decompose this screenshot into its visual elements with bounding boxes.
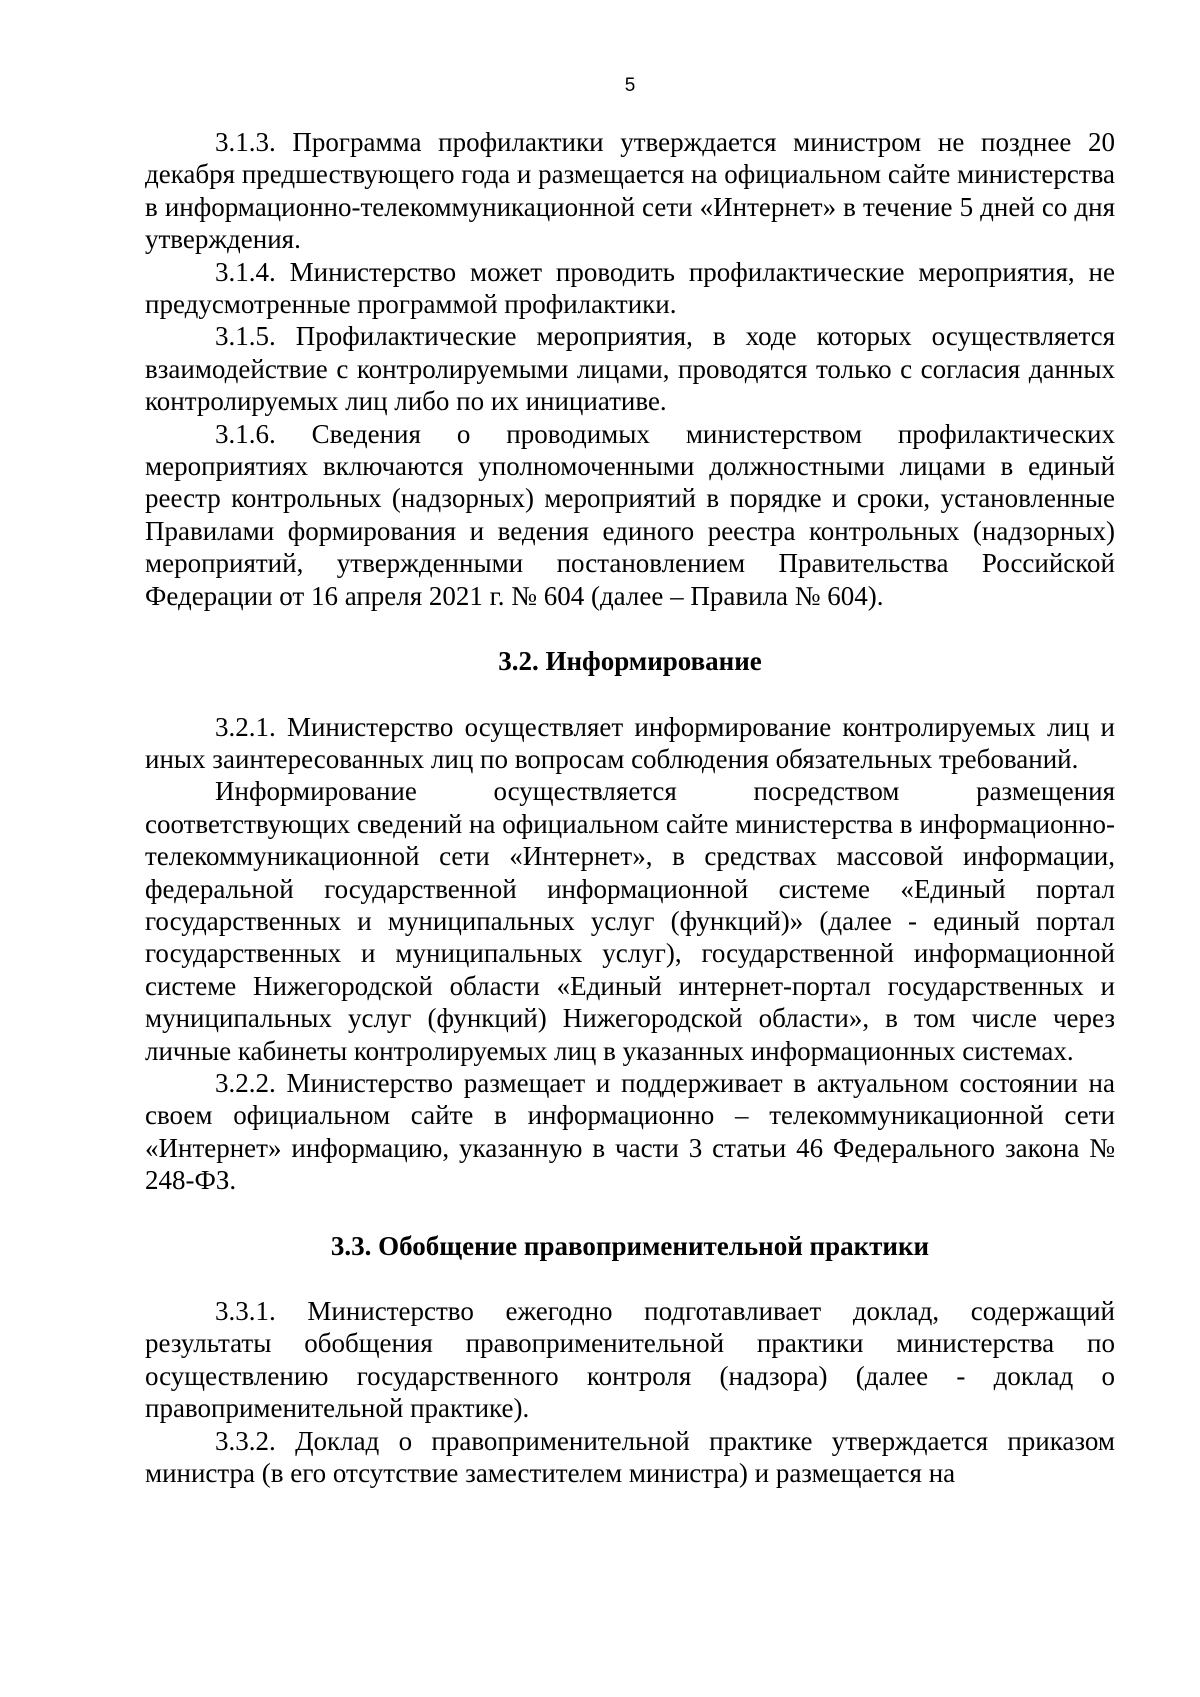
paragraph-3-1-5: 3.1.5. Профилактические мероприятия, в ходе которых осуществляется взаимодействие с контролируемыми лицами, проводятся только с согласия данных контролируемых лиц либо по их инициативе. <box>145 321 1115 417</box>
page-number: 5 <box>624 75 636 96</box>
paragraph-3-2-1-informing: Информирование осуществляется посредством размещения соответствующих сведений на официальном сайте министерства в информационно-телекоммуникационной сети «Интернет», в средствах массовой информации, федеральной государственной информационной системе «Единый портал государственных и муниципальных услуг (функций)» (далее - единый портал государственных и муниципальных услуг), государственной информационной системе Нижегородской области «Единый интернет-портал государственных и муниципальных услуг (функций) Нижегородской области», в том числе через личные кабинеты контролируемых лиц в указанных информационных системах. <box>145 776 1115 1066</box>
paragraph-3-3-1: 3.3.1. Министерство ежегодно подготавливает доклад, содержащий результаты обобщения правоприменительной практики министерства по осуществлению государственного контроля (надзора) (далее - доклад о правоприменительной практике). <box>145 1296 1115 1424</box>
section-heading-3-3: 3.3. Обобщение правоприменительной практики <box>330 1230 930 1261</box>
section-heading-3-2: 3.2. Информирование <box>498 646 762 677</box>
paragraph-3-1-6: 3.1.6. Сведения о проводимых министерством профилактических мероприятиях включаются уполномоченными должностными лицами в единый реестр контрольных (надзорных) мероприятий в порядке и сроки, установленные Правилами формирования и ведения единого реестра контрольных (надзорных) мероприятий, утвержденными постановлением Правительства Российской Федерации от 16 апреля 2021 г. № 604 (далее – Правила № 604). <box>145 418 1115 611</box>
document-body <box>145 126 1115 1489</box>
paragraph-3-2-1: 3.2.1. Министерство осуществляет информирование контролируемых лиц и иных заинтересованных лиц по вопросам соблюдения обязательных требований. <box>145 711 1115 774</box>
paragraph-3-3-2: 3.3.2. Доклад о правоприменительной практике утверждается приказом министра (в его отсутствие заместителем министра) и размещается на <box>145 1425 1115 1489</box>
paragraph-3-1-3: 3.1.3. Программа профилактики утверждается министром не позднее 20 декабря предшествующего года и размещается на официальном сайте министерства в информационно-телекоммуникационной сети «Интернет» в течение 5 дней со дня утверждения. <box>145 127 1115 255</box>
paragraph-3-2-2: 3.2.2. Министерство размещает и поддерживает в актуальном состоянии на своем официальном сайте в информационно – телекоммуникационной сети «Интернет» информацию, указанную в части 3 статьи 46 Федерального закона № 248-ФЗ. <box>145 1067 1115 1196</box>
paragraph-3-1-4: 3.1.4. Министерство может проводить профилактические мероприятия, не предусмотренные программой профилактики. <box>145 256 1115 320</box>
